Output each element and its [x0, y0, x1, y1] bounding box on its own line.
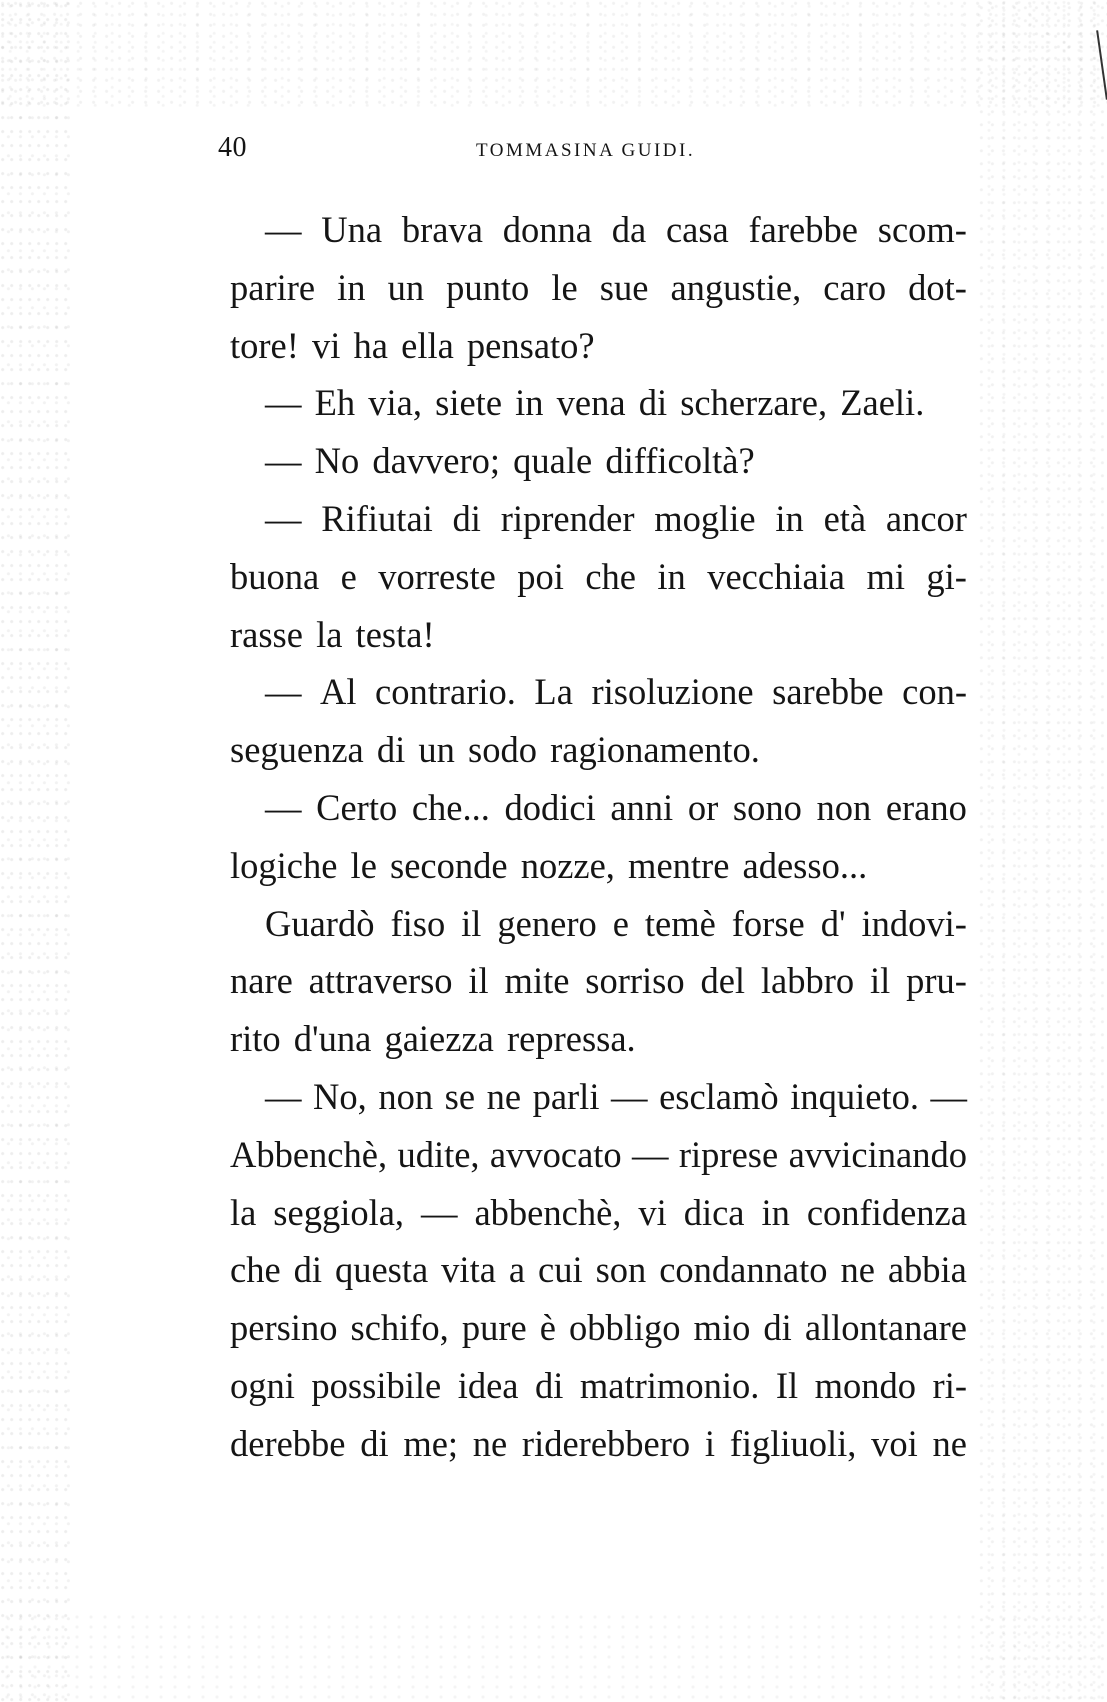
text-line: derebbe di me; ne riderebbero i figliuoli, voi ne — [230, 1422, 967, 1464]
text-line: rasse la testa! — [230, 613, 435, 655]
text-line: — Certo che... dodici anni or sono non erano — [265, 786, 967, 828]
text-line: — Una brava donna da casa farebbe scom- — [265, 209, 967, 250]
text-line: Guardò fiso il genero e temè forse d' indovi- — [265, 902, 967, 944]
scan-noise-top — [0, 0, 1107, 110]
scan-noise-left — [0, 0, 70, 1702]
text-line: seguenza di un sodo ragionamento. — [230, 729, 760, 771]
page-edge-mark — [1096, 30, 1107, 100]
text-line: tore! vi ha ella pensato? — [230, 324, 595, 366]
text-line: nare attraverso il mite sorriso del labbro il pru- — [230, 960, 967, 1002]
text-line: ogni possibile idea di matrimonio. Il mondo ri- — [230, 1364, 967, 1406]
text-line: buona e vorreste poi che in vecchiaia mi gi- — [230, 555, 967, 597]
text-line: la seggiola, — abbenchè, vi dica in confidenza — [230, 1191, 967, 1233]
text-line: — Eh via, siete in vena di scherzare, Zaeli. — [265, 382, 925, 424]
text-line: — Rifiutai di riprender moglie in età ancor — [265, 497, 967, 539]
running-title: TOMMASINA GUIDI. — [476, 140, 696, 161]
text-line: che di questa vita a cui son condannato ne abbia — [230, 1249, 967, 1291]
text-line: — No, non se ne parli — esclamò inquieto. — — [265, 1075, 967, 1117]
text-line: — Al contrario. La risoluzione sarebbe con- — [265, 671, 967, 713]
scan-noise-right — [977, 0, 1107, 1702]
text-line: logiche le seconde nozze, mentre adesso... — [230, 844, 868, 886]
text-line: parire in un punto le sue angustie, caro dot- — [230, 266, 967, 308]
page-number: 40 — [218, 132, 247, 163]
scan-noise-bottom — [0, 1612, 1107, 1702]
text-line: persino schifo, pure è obbligo mio di allontanare — [230, 1307, 967, 1349]
text-line: Abbenchè, udite, avvocato — riprese avvicinando — [230, 1133, 967, 1175]
text-line: — No davvero; quale difficoltà? — [265, 440, 755, 482]
page-header — [218, 132, 918, 172]
body-text — [230, 201, 967, 1473]
text-line: rito d'una gaiezza repressa. — [230, 1018, 636, 1060]
